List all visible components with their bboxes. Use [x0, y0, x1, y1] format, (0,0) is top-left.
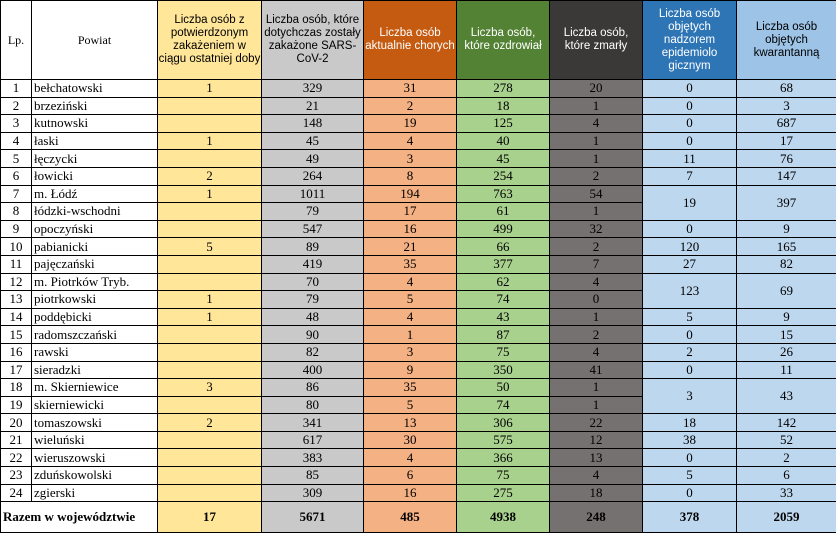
cell-new-cases	[158, 343, 262, 361]
cell-supervision: 11	[643, 150, 737, 168]
cell-lp: 16	[1, 343, 32, 361]
table-row	[1, 308, 836, 326]
cell-deaths: 18	[550, 484, 643, 502]
cell-powiat: poddębicki	[32, 308, 158, 326]
cell-quarantine: 2	[737, 449, 836, 467]
table-row	[1, 132, 836, 150]
cell-quarantine: 3	[737, 97, 836, 115]
cell-supervision: 7	[643, 167, 737, 185]
cell-recovered: 75	[457, 467, 550, 485]
cell-currently-ill: 31	[364, 80, 457, 98]
cell-lp: 20	[1, 414, 32, 432]
totals-quarantine: 2059	[737, 502, 836, 533]
table-row	[1, 343, 836, 361]
cell-powiat: radomszczański	[32, 326, 158, 344]
cell-deaths: 13	[550, 449, 643, 467]
cell-currently-ill: 9	[364, 361, 457, 379]
cell-deaths: 4	[550, 467, 643, 485]
cell-new-cases	[158, 203, 262, 221]
cell-lp: 24	[1, 484, 32, 502]
cell-lp: 11	[1, 255, 32, 273]
totals-recovered: 4938	[457, 502, 550, 533]
cell-lp: 6	[1, 167, 32, 185]
cell-currently-ill: 5	[364, 291, 457, 309]
cell-currently-ill: 19	[364, 115, 457, 133]
header-deaths: Liczba osób, które zmarły	[550, 1, 643, 80]
cell-total-infected: 309	[262, 484, 364, 502]
cell-recovered: 45	[457, 150, 550, 168]
cell-supervision: 5	[643, 308, 737, 326]
cell-currently-ill: 35	[364, 255, 457, 273]
cell-powiat: łęczycki	[32, 150, 158, 168]
cell-recovered: 43	[457, 308, 550, 326]
cell-total-infected: 400	[262, 361, 364, 379]
table-row	[1, 220, 836, 238]
cell-new-cases: 1	[158, 291, 262, 309]
cell-deaths: 1	[550, 132, 643, 150]
cell-supervision: 0	[643, 361, 737, 379]
table-row	[1, 238, 836, 256]
header-currently-ill: Liczba osób aktualnie chorych	[364, 1, 457, 80]
cell-total-infected: 86	[262, 379, 364, 397]
cell-currently-ill: 35	[364, 379, 457, 397]
cell-powiat: pabianicki	[32, 238, 158, 256]
cell-total-infected: 90	[262, 326, 364, 344]
table-row	[1, 449, 836, 467]
cell-recovered: 75	[457, 343, 550, 361]
table-row	[1, 167, 836, 185]
cell-deaths: 1	[550, 379, 643, 397]
cell-quarantine: 26	[737, 343, 836, 361]
cell-total-infected: 48	[262, 308, 364, 326]
cell-supervision: 0	[643, 80, 737, 98]
totals-total-infected: 5671	[262, 502, 364, 533]
cell-recovered: 254	[457, 167, 550, 185]
table-row	[1, 97, 836, 115]
table-row	[1, 115, 836, 133]
cell-total-infected: 341	[262, 414, 364, 432]
cell-quarantine: 11	[737, 361, 836, 379]
cell-lp: 4	[1, 132, 32, 150]
cell-quarantine: 397	[737, 185, 836, 220]
cell-recovered: 306	[457, 414, 550, 432]
cell-powiat: pajęczański	[32, 255, 158, 273]
cell-supervision: 3	[643, 379, 737, 414]
cell-total-infected: 1011	[262, 185, 364, 203]
cell-recovered: 87	[457, 326, 550, 344]
cell-supervision: 0	[643, 97, 737, 115]
cell-recovered: 66	[457, 238, 550, 256]
cell-new-cases	[158, 431, 262, 449]
cell-powiat: brzeziński	[32, 97, 158, 115]
cell-supervision: 0	[643, 484, 737, 502]
cell-powiat: tomaszowski	[32, 414, 158, 432]
cell-total-infected: 329	[262, 80, 364, 98]
cell-supervision: 27	[643, 255, 737, 273]
header-total-infected: Liczba osób, które dotychczas zostały zakażone SARS-CoV-2	[262, 1, 364, 80]
cell-supervision: 18	[643, 414, 737, 432]
table-row	[1, 150, 836, 168]
cell-lp: 9	[1, 220, 32, 238]
cell-total-infected: 89	[262, 238, 364, 256]
cell-recovered: 50	[457, 379, 550, 397]
cell-deaths: 1	[550, 308, 643, 326]
header-new-cases: Liczba osób z potwierdzonym zakażeniem w ciągu ostatniej doby	[158, 1, 262, 80]
table-row	[1, 484, 836, 502]
cell-deaths: 1	[550, 97, 643, 115]
table-row	[1, 361, 836, 379]
cell-currently-ill: 194	[364, 185, 457, 203]
cell-recovered: 763	[457, 185, 550, 203]
cell-new-cases: 3	[158, 379, 262, 397]
cell-deaths: 4	[550, 343, 643, 361]
totals-currently-ill: 485	[364, 502, 457, 533]
cell-currently-ill: 17	[364, 203, 457, 221]
cell-currently-ill: 16	[364, 484, 457, 502]
cell-currently-ill: 13	[364, 414, 457, 432]
cell-currently-ill: 16	[364, 220, 457, 238]
cell-deaths: 7	[550, 255, 643, 273]
totals-new-cases: 17	[158, 502, 262, 533]
cell-quarantine: 82	[737, 255, 836, 273]
table-row	[1, 379, 836, 397]
cell-recovered: 350	[457, 361, 550, 379]
cell-powiat: m. Piotrków Tryb.	[32, 273, 158, 291]
cell-currently-ill: 5	[364, 396, 457, 414]
cell-lp: 10	[1, 238, 32, 256]
cell-currently-ill: 30	[364, 431, 457, 449]
cell-deaths: 4	[550, 115, 643, 133]
cell-recovered: 275	[457, 484, 550, 502]
cell-new-cases: 1	[158, 308, 262, 326]
cell-deaths: 2	[550, 167, 643, 185]
cell-quarantine: 9	[737, 220, 836, 238]
table-row	[1, 326, 836, 344]
totals-deaths: 248	[550, 502, 643, 533]
cell-recovered: 125	[457, 115, 550, 133]
cell-new-cases	[158, 255, 262, 273]
cell-total-infected: 148	[262, 115, 364, 133]
cell-new-cases	[158, 220, 262, 238]
cell-new-cases: 1	[158, 80, 262, 98]
cell-supervision: 0	[643, 115, 737, 133]
cell-new-cases	[158, 97, 262, 115]
cell-new-cases	[158, 326, 262, 344]
cell-powiat: kutnowski	[32, 115, 158, 133]
cell-recovered: 18	[457, 97, 550, 115]
cell-powiat: skierniewicki	[32, 396, 158, 414]
cell-lp: 17	[1, 361, 32, 379]
cell-quarantine: 6	[737, 467, 836, 485]
cell-total-infected: 82	[262, 343, 364, 361]
cell-deaths: 54	[550, 185, 643, 203]
cell-lp: 18	[1, 379, 32, 397]
cell-quarantine: 33	[737, 484, 836, 502]
cell-currently-ill: 21	[364, 238, 457, 256]
cell-recovered: 62	[457, 273, 550, 291]
cell-total-infected: 383	[262, 449, 364, 467]
cell-lp: 22	[1, 449, 32, 467]
cell-recovered: 74	[457, 396, 550, 414]
cell-lp: 1	[1, 80, 32, 98]
cell-supervision: 2	[643, 343, 737, 361]
cell-powiat: sieradzki	[32, 361, 158, 379]
cell-currently-ill: 4	[364, 449, 457, 467]
cell-currently-ill: 8	[364, 167, 457, 185]
table-row	[1, 273, 836, 291]
cell-powiat: łódzki-wschodni	[32, 203, 158, 221]
cell-deaths: 1	[550, 150, 643, 168]
table-body	[1, 80, 836, 502]
cell-recovered: 74	[457, 291, 550, 309]
cell-currently-ill: 6	[364, 467, 457, 485]
totals-label: Razem w województwie	[1, 502, 158, 533]
cell-lp: 8	[1, 203, 32, 221]
cell-lp: 5	[1, 150, 32, 168]
cell-supervision: 5	[643, 467, 737, 485]
cell-recovered: 278	[457, 80, 550, 98]
cell-powiat: bełchatowski	[32, 80, 158, 98]
cell-lp: 23	[1, 467, 32, 485]
cell-total-infected: 85	[262, 467, 364, 485]
table-row	[1, 414, 836, 432]
cell-deaths: 32	[550, 220, 643, 238]
cell-currently-ill: 3	[364, 343, 457, 361]
cell-supervision: 0	[643, 449, 737, 467]
cell-total-infected: 617	[262, 431, 364, 449]
cell-new-cases	[158, 396, 262, 414]
cell-new-cases	[158, 449, 262, 467]
cell-powiat: łaski	[32, 132, 158, 150]
cell-lp: 15	[1, 326, 32, 344]
cell-powiat: wieruszowski	[32, 449, 158, 467]
cell-new-cases	[158, 115, 262, 133]
cell-deaths: 12	[550, 431, 643, 449]
cell-powiat: piotrkowski	[32, 291, 158, 309]
header-recovered: Liczba osób, które ozdrowiał	[457, 1, 550, 80]
cell-recovered: 499	[457, 220, 550, 238]
cell-supervision: 123	[643, 273, 737, 308]
cell-powiat: zgierski	[32, 484, 158, 502]
cell-lp: 2	[1, 97, 32, 115]
cell-currently-ill: 4	[364, 132, 457, 150]
cell-deaths: 1	[550, 396, 643, 414]
cell-total-infected: 70	[262, 273, 364, 291]
cell-new-cases: 1	[158, 132, 262, 150]
table-row	[1, 431, 836, 449]
cell-total-infected: 79	[262, 203, 364, 221]
cell-quarantine: 142	[737, 414, 836, 432]
cell-new-cases: 2	[158, 414, 262, 432]
cell-quarantine: 15	[737, 326, 836, 344]
cell-new-cases	[158, 150, 262, 168]
cell-quarantine: 43	[737, 379, 836, 414]
cell-supervision: 19	[643, 185, 737, 220]
table-row	[1, 255, 836, 273]
cell-total-infected: 264	[262, 167, 364, 185]
cell-recovered: 61	[457, 203, 550, 221]
cell-total-infected: 419	[262, 255, 364, 273]
cell-supervision: 38	[643, 431, 737, 449]
cell-quarantine: 9	[737, 308, 836, 326]
cell-deaths: 2	[550, 326, 643, 344]
cell-total-infected: 45	[262, 132, 364, 150]
cell-new-cases	[158, 484, 262, 502]
cell-new-cases: 5	[158, 238, 262, 256]
cell-lp: 21	[1, 431, 32, 449]
cell-currently-ill: 2	[364, 97, 457, 115]
cell-new-cases	[158, 361, 262, 379]
cell-powiat: opoczyński	[32, 220, 158, 238]
cell-powiat: wieluński	[32, 431, 158, 449]
table-row	[1, 80, 836, 98]
cell-recovered: 575	[457, 431, 550, 449]
cell-new-cases	[158, 467, 262, 485]
header-supervision: Liczba osób objętych nadzorem epidemiolo gicznym	[643, 1, 737, 80]
header-powiat: Powiat	[32, 1, 158, 80]
cell-new-cases	[158, 273, 262, 291]
cell-lp: 7	[1, 185, 32, 203]
cell-currently-ill: 3	[364, 150, 457, 168]
cell-supervision: 0	[643, 220, 737, 238]
cell-quarantine: 165	[737, 238, 836, 256]
totals-row	[1, 502, 836, 533]
cell-powiat: rawski	[32, 343, 158, 361]
header-quarantine: Liczba osób objętych kwarantanną	[737, 1, 836, 80]
cell-recovered: 366	[457, 449, 550, 467]
cell-recovered: 40	[457, 132, 550, 150]
cell-lp: 14	[1, 308, 32, 326]
cell-quarantine: 147	[737, 167, 836, 185]
cell-recovered: 377	[457, 255, 550, 273]
cell-currently-ill: 4	[364, 308, 457, 326]
cell-supervision: 0	[643, 326, 737, 344]
cell-total-infected: 547	[262, 220, 364, 238]
cell-lp: 13	[1, 291, 32, 309]
table-row	[1, 467, 836, 485]
cell-total-infected: 80	[262, 396, 364, 414]
header-row	[1, 1, 836, 80]
cell-total-infected: 21	[262, 97, 364, 115]
cell-lp: 3	[1, 115, 32, 133]
cell-deaths: 4	[550, 273, 643, 291]
cell-deaths: 0	[550, 291, 643, 309]
cell-new-cases: 2	[158, 167, 262, 185]
cell-supervision: 0	[643, 132, 737, 150]
totals-supervision: 378	[643, 502, 737, 533]
cell-deaths: 1	[550, 203, 643, 221]
table-row	[1, 185, 836, 203]
cell-quarantine: 17	[737, 132, 836, 150]
cell-currently-ill: 4	[364, 273, 457, 291]
cell-quarantine: 69	[737, 273, 836, 308]
cell-lp: 12	[1, 273, 32, 291]
cell-deaths: 41	[550, 361, 643, 379]
cell-powiat: m. Skierniewice	[32, 379, 158, 397]
cell-total-infected: 79	[262, 291, 364, 309]
cell-powiat: m. Łódź	[32, 185, 158, 203]
cell-currently-ill: 1	[364, 326, 457, 344]
cell-deaths: 22	[550, 414, 643, 432]
cell-total-infected: 49	[262, 150, 364, 168]
cell-quarantine: 68	[737, 80, 836, 98]
cell-lp: 19	[1, 396, 32, 414]
cell-quarantine: 687	[737, 115, 836, 133]
cell-quarantine: 76	[737, 150, 836, 168]
cell-supervision: 120	[643, 238, 737, 256]
cell-new-cases: 1	[158, 185, 262, 203]
header-lp: Lp.	[1, 1, 32, 80]
cell-deaths: 2	[550, 238, 643, 256]
cell-deaths: 20	[550, 80, 643, 98]
cell-powiat: zduńskowolski	[32, 467, 158, 485]
cell-powiat: łowicki	[32, 167, 158, 185]
cell-quarantine: 52	[737, 431, 836, 449]
